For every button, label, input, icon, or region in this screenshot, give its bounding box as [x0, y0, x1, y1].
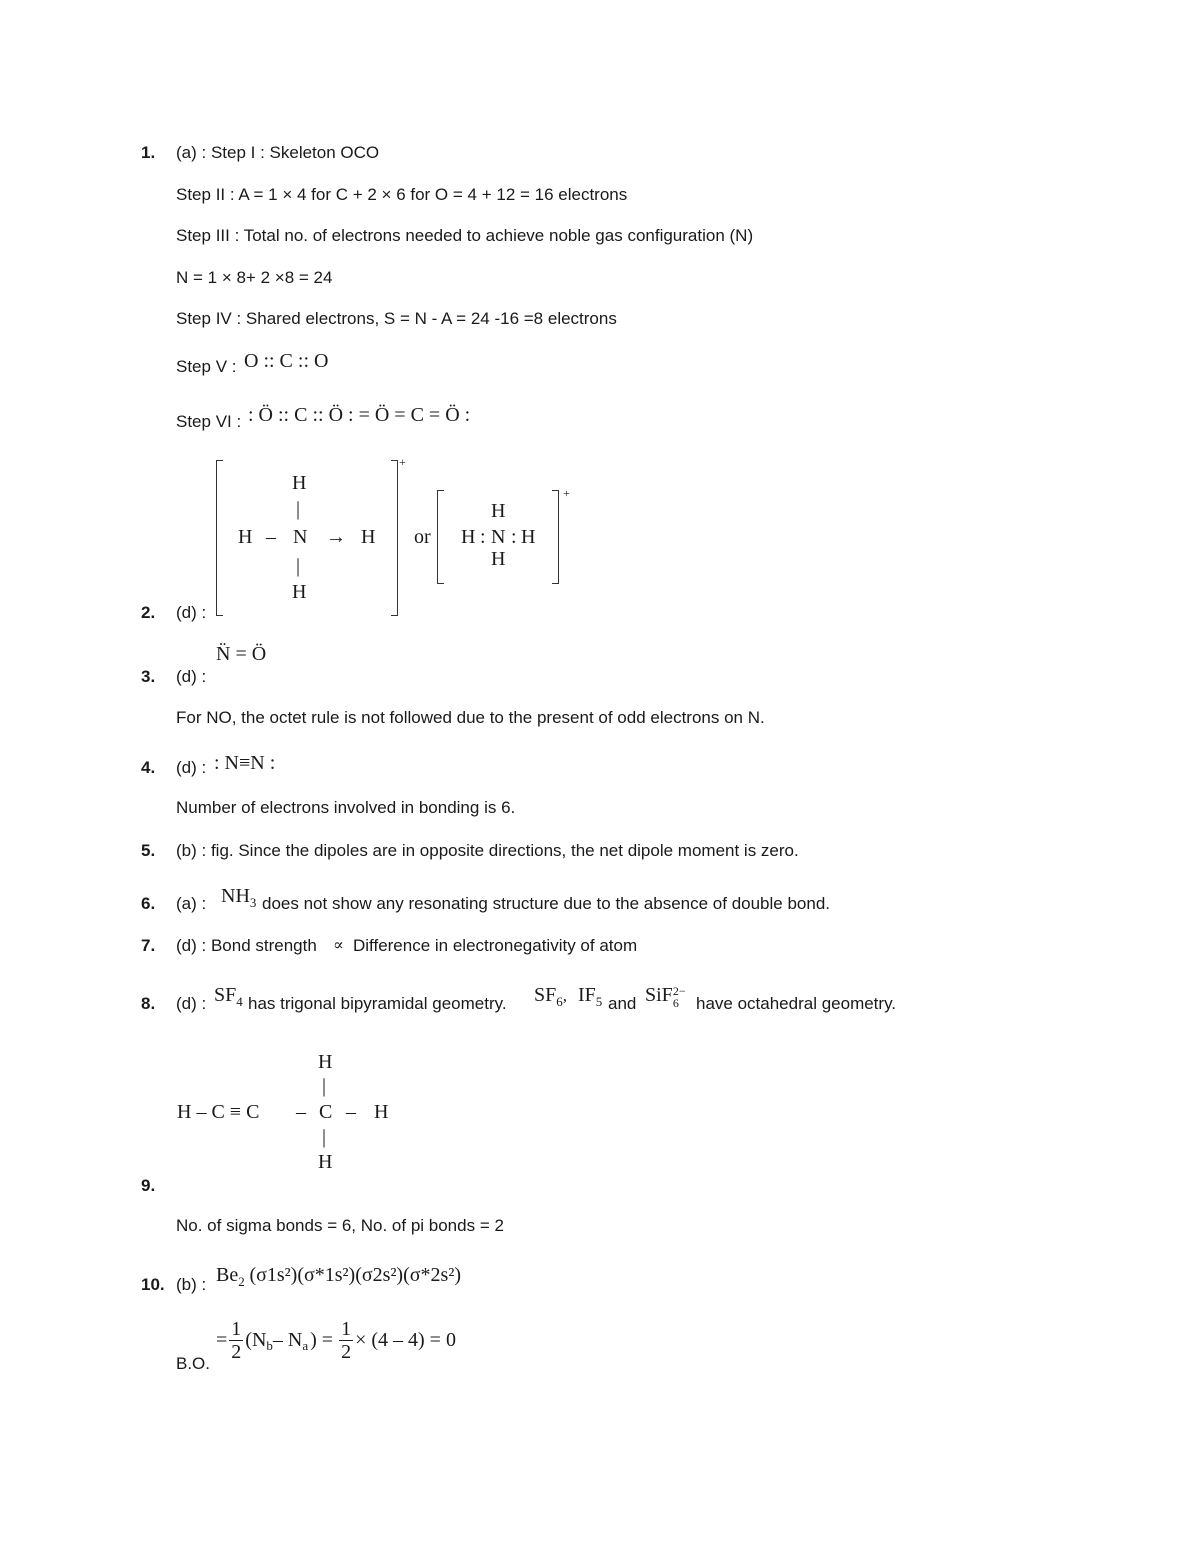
q2-charge-2: +	[563, 486, 570, 500]
q10-na-sub: a	[302, 1337, 309, 1353]
q2-h-left: H	[238, 526, 253, 548]
q8-and: and	[608, 994, 637, 1013]
q10-bond-order-equation	[216, 1318, 456, 1363]
q1-n-value: N = 1 × 8+ 2 ×8 = 24	[176, 268, 333, 287]
q2-dot-h-left: H	[461, 526, 476, 548]
q8-sf4	[214, 984, 243, 1007]
q1-step5-label: Step V :	[176, 357, 237, 376]
q10-electron-config	[216, 1264, 461, 1287]
q7-proportional-symbol: ∝	[333, 937, 344, 954]
q4-formula: : N≡N :	[214, 752, 276, 774]
q10-close: ) =	[310, 1329, 334, 1351]
q8-sf6-base: SF	[534, 984, 557, 1006]
q4-note: Number of electrons involved in bonding is 6.	[176, 798, 516, 817]
q10-half-2	[339, 1318, 353, 1363]
q10-config: (σ1s²)(σ*1s²)(σ2s²)(σ*2s²)	[249, 1264, 461, 1286]
q10-half-1	[229, 1318, 243, 1363]
q10-bo-label: B.O.	[176, 1354, 211, 1373]
q2-left-bracket-2	[437, 490, 444, 584]
q2-bond-bottom: |	[296, 555, 301, 577]
q2-h-bottom: H	[292, 581, 307, 603]
q7-text: Difference in electronegativity of atom	[353, 936, 638, 955]
q7-number: 7.	[141, 936, 156, 955]
q2-dot-h-right: H	[521, 526, 536, 548]
q2-or: or	[414, 526, 431, 548]
q8-if5-base: IF	[578, 984, 596, 1006]
q10-half-1-den: 2	[231, 1341, 242, 1363]
q2-label: (d) :	[176, 603, 207, 622]
q6-formula	[221, 885, 256, 908]
q8-text-2: have octahedral geometry.	[696, 994, 897, 1013]
q6-formula-base: NH	[221, 885, 250, 907]
q8-sif6-base: SiF	[645, 984, 673, 1006]
q2-dot-colon-left: :	[480, 526, 486, 548]
q2-left-bracket	[216, 460, 223, 616]
q3-formula: N̈ = Ö	[216, 643, 267, 665]
q10-half-2-den: 2	[341, 1341, 352, 1363]
q2-nitrogen: N	[293, 526, 308, 548]
q1-step6-label: Step VI :	[176, 412, 242, 431]
q9-note: No. of sigma bonds = 6, No. of pi bonds = 2	[176, 1216, 504, 1235]
q8-sf4-base: SF	[214, 984, 237, 1006]
q1-step4: Step IV : Shared electrons, S = N - A = 24 -16 =8 electrons	[176, 309, 617, 328]
q1-step6-formula: : Ö :: C :: Ö : = Ö = C = Ö :	[248, 404, 471, 426]
q4-number: 4.	[141, 758, 156, 777]
q8-sif6-sub: 6	[672, 995, 679, 1010]
q1-step3: Step III : Total no. of electrons needed to achieve noble gas configuration (N)	[176, 226, 754, 245]
q9-h-top: H	[318, 1051, 333, 1073]
q6-label: (a) :	[176, 894, 207, 913]
q10-be-sub: 2	[238, 1274, 245, 1289]
q2-bond-top: |	[296, 498, 301, 520]
q8-sif6-sup: 2−	[672, 983, 686, 998]
q1-step1: (a) : Step I : Skeleton OCO	[176, 143, 380, 162]
q9-bond-right: –	[346, 1101, 356, 1123]
q8-sf4-sub: 4	[236, 994, 243, 1009]
q3-note: For NO, the octet rule is not followed due to the present of odd electrons on N.	[176, 708, 765, 727]
q5-number: 5.	[141, 841, 156, 860]
q2-coordinate-arrow: →	[326, 526, 346, 548]
q6-formula-sub: 3	[249, 895, 257, 910]
q10-half-1-num: 1	[231, 1318, 242, 1340]
q2-number: 2.	[141, 603, 156, 622]
q4-label: (d) :	[176, 758, 207, 777]
q8-sf6-sub: 6	[556, 994, 563, 1009]
q10-result: × (4 – 4) = 0	[355, 1329, 456, 1351]
q6-number: 6.	[141, 894, 156, 913]
q2-h-right: H	[361, 526, 376, 548]
q2-h-top: H	[292, 472, 307, 494]
q9-h-right: H	[374, 1101, 389, 1123]
q10-nb-sub: b	[266, 1337, 273, 1353]
q2-right-bracket-2	[552, 490, 559, 584]
q9-bond-bottom: |	[322, 1126, 327, 1148]
q10-number: 10.	[141, 1275, 165, 1294]
q10-label: (b) :	[176, 1275, 207, 1294]
q2-bond-left: –	[266, 526, 276, 548]
q8-sif6	[645, 984, 686, 1009]
q8-comma: ,	[562, 986, 567, 1005]
q10-nb-open: (N	[245, 1329, 267, 1351]
q1-step5-formula: O :: C :: O	[244, 350, 329, 372]
q2-dot-nitrogen: N	[491, 526, 506, 548]
q3-label: (d) :	[176, 667, 207, 686]
q10-minus-na: – N	[272, 1329, 303, 1351]
q9-h-bottom: H	[318, 1151, 333, 1173]
q9-carbon: C	[319, 1101, 333, 1123]
q8-number: 8.	[141, 994, 156, 1013]
q2-charge-1: +	[399, 455, 406, 469]
q9-bond-left: –	[296, 1101, 306, 1123]
q7-label: (d) : Bond strength	[176, 936, 317, 955]
q2-dot-h-top: H	[491, 500, 506, 522]
q10-half-2-num: 1	[341, 1318, 352, 1340]
q1-number: 1.	[141, 143, 156, 162]
q9-bond-top: |	[322, 1075, 327, 1097]
q8-sf6	[534, 984, 567, 1007]
q8-text-1: has trigonal bipyramidal geometry.	[248, 994, 507, 1013]
q9-number: 9.	[141, 1176, 156, 1195]
q2-right-bracket	[391, 460, 398, 616]
q8-label: (d) :	[176, 994, 207, 1013]
q10-be: Be	[216, 1264, 239, 1286]
q5-text: (b) : fig. Since the dipoles are in opposite directions, the net dipole moment is zero.	[176, 841, 799, 860]
q6-text: does not show any resonating structure due to the absence of double bond.	[262, 894, 831, 913]
q1-step2: Step II : A = 1 × 4 for C + 2 × 6 for O = 4 + 12 = 16 electrons	[176, 185, 628, 204]
q3-number: 3.	[141, 667, 156, 686]
q10-eq: =	[216, 1329, 228, 1351]
q8-if5	[578, 984, 602, 1007]
q9-alkyne-part: H – C ≡ C	[177, 1101, 260, 1123]
q2-dot-colon-right: :	[511, 526, 517, 548]
q2-dot-h-bottom: H	[491, 548, 506, 570]
q8-if5-sub: 5	[595, 994, 603, 1009]
